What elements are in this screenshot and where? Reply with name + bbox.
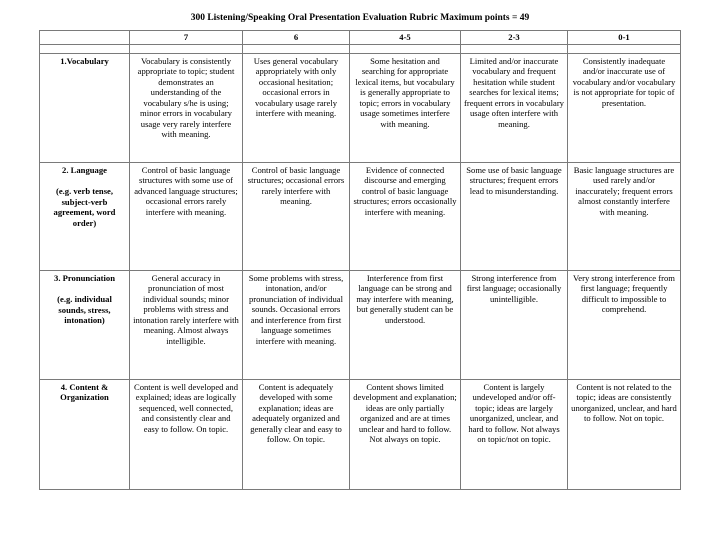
column-header-6: 6 [243, 31, 350, 45]
spacer-cell [130, 44, 243, 53]
spacer-cell [461, 44, 568, 53]
score-cell-2-3: Limited and/or inaccurate vocabulary and frequent hesitation while student searches for lexical items; frequent errors in vocabulary usage often interfere with meaning. [461, 53, 568, 162]
column-header-2-3: 2-3 [461, 31, 568, 45]
score-cell-7: Vocabulary is consistently appropriate to topic; student demonstrates an understanding of the vocabulary s/he is using; minor errors in vocabulary usage very rarely interfere with meaning. [130, 53, 243, 162]
score-cell-4-5: Evidence of connected discourse and emerging control of basic language structures; errors occasionally interfere with meaning. [350, 162, 461, 270]
spacer-cell [40, 44, 130, 53]
score-cell-2-3: Content is largely undeveloped and/or off-topic; ideas are largely unorganized, unclear, and hard to follow. Not always on topic/not on topic. [461, 379, 568, 489]
score-cell-2-3: Some use of basic language structures; frequent errors lead to misunderstanding. [461, 162, 568, 270]
score-cell-7: Content is well developed and explained; ideas are logically sequenced, well connected, and consistently clear and easy to follow. On topic. [130, 379, 243, 489]
criterion-subtext: (e.g. individual sounds, stress, intonation) [57, 294, 112, 325]
score-cell-4-5: Interference from first language can be strong and may interfere with meaning, but generally student can be understood. [350, 270, 461, 379]
score-cell-7: General accuracy in pronunciation of most individual sounds; minor problems with stress and intonation rarely interfere with meaning. Almost always intelligible. [130, 270, 243, 379]
rubric-row-language [40, 162, 681, 270]
score-cell-0-1: Very strong interference from first language; frequently difficult to impossible to comprehend. [568, 270, 681, 379]
column-header-4-5: 4-5 [350, 31, 461, 45]
score-cell-4-5: Content shows limited development and explanation; ideas are only partially organized and are at times unclear and hard to follow. Not always on topic. [350, 379, 461, 489]
column-header-0-1: 0-1 [568, 31, 681, 45]
score-cell-6: Uses general vocabulary appropriately with only occasional hesitation; occasional errors in vocabulary usage rarely interfere with meaning. [243, 53, 350, 162]
score-cell-0-1: Consistently inadequate and/or inaccurate use of vocabulary and/or vocabulary is not appropriate for topic of presentation. [568, 53, 681, 162]
criterion-label: 4. Content & Organization [60, 381, 109, 402]
rubric-row-content-organization [40, 379, 681, 489]
rubric-table [39, 30, 681, 490]
criterion-label: 3. Pronunciation [54, 272, 115, 283]
rubric-row-vocabulary [40, 53, 681, 162]
score-cell-6: Content is adequately developed with some explanation; ideas are adequately organized and generally clear and easy to follow. On topic. [243, 379, 350, 489]
score-cell-7: Control of basic language structures with some use of advanced language structures; occasional errors rarely interfere with meaning. [130, 162, 243, 270]
score-cell-0-1: Content is not related to the topic; ideas are consistently unorganized, unclear, and hard to follow. Not on topic. [568, 379, 681, 489]
criterion-label: 2. Language [62, 164, 107, 175]
criterion-cell [40, 53, 130, 162]
spacer-cell [568, 44, 681, 53]
score-cell-4-5: Some hesitation and searching for appropriate lexical items, but vocabulary is generally appropriate to topic; errors in vocabulary usage sometimes interfere with meaning. [350, 53, 461, 162]
column-header-7: 7 [130, 31, 243, 45]
criterion-cell [40, 379, 130, 489]
rubric-row-pronunciation [40, 270, 681, 379]
document-title: 300 Listening/Speaking Oral Presentation Evaluation Rubric Maximum points = 49 [190, 13, 530, 23]
spacer-row [40, 44, 681, 53]
header-row [40, 31, 681, 45]
criterion-cell [40, 162, 130, 270]
spacer-cell [350, 44, 461, 53]
score-cell-0-1: Basic language structures are used rarely and/or inaccurately; frequent errors almost constantly interfere with meaning. [568, 162, 681, 270]
criterion-cell [40, 270, 130, 379]
criterion-subtext: (e.g. verb tense, subject-verb agreement, word order) [53, 186, 116, 228]
score-cell-6: Some problems with stress, intonation, and/or pronunciation of individual sounds. Occasional errors and interference from first language sometimes interfere with meaning. [243, 270, 350, 379]
column-header-criterion [40, 31, 130, 45]
score-cell-2-3: Strong interference from first language; occasionally unintelligible. [461, 270, 568, 379]
criterion-label: 1.Vocabulary [60, 55, 109, 66]
score-cell-6: Control of basic language structures; occasional errors rarely interfere with meaning. [243, 162, 350, 270]
spacer-cell [243, 44, 350, 53]
